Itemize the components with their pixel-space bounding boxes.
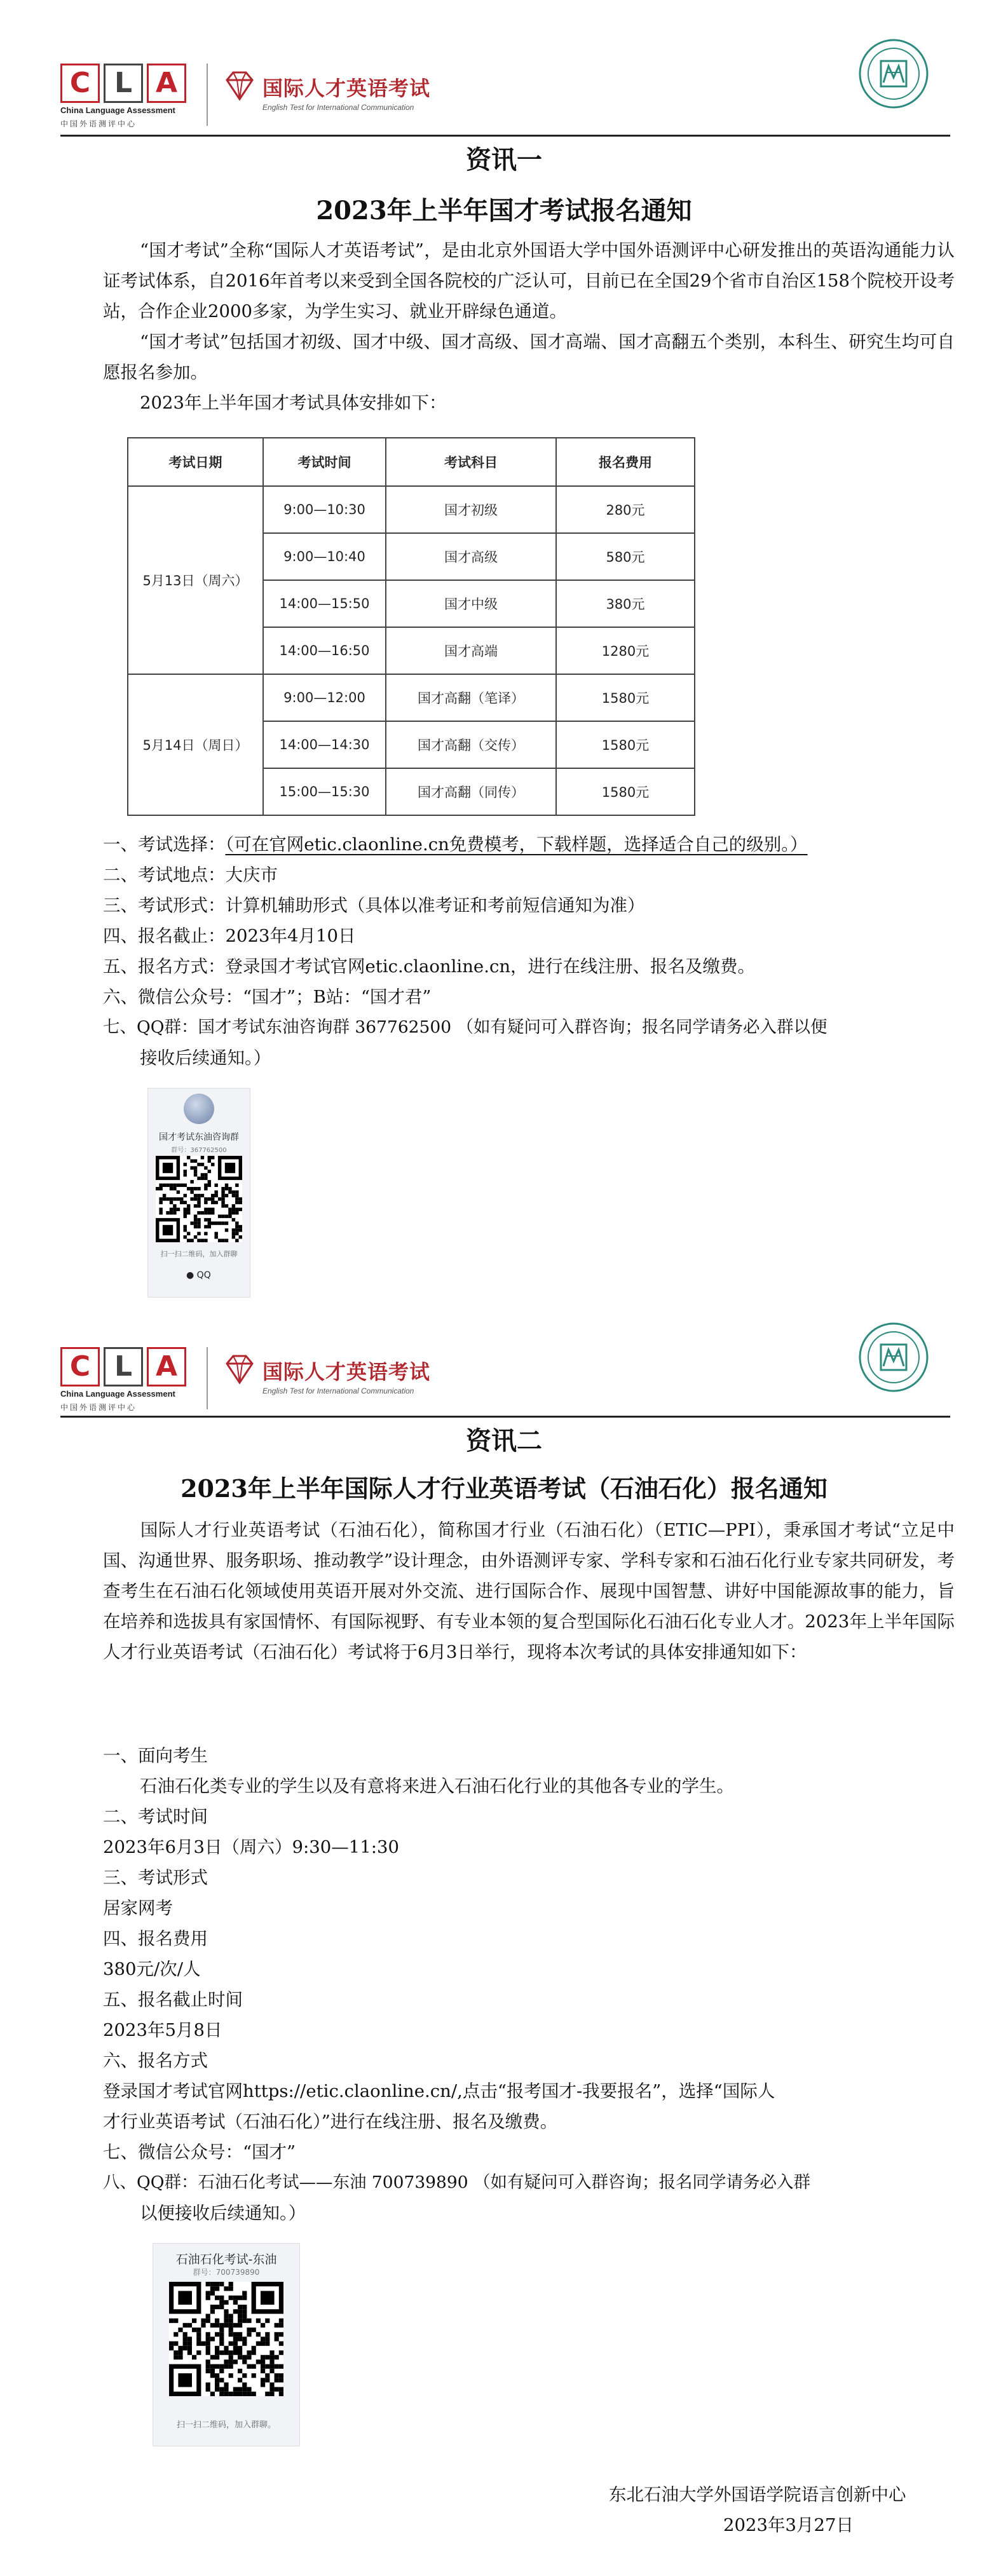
signature-org: 东北石油大学外国语学院语言创新中心: [609, 2484, 906, 2505]
section-heading: 四、报名费用: [103, 1929, 208, 1949]
header-bar: [60, 1347, 950, 1417]
subject-cell: 国才中级: [386, 580, 556, 627]
fee-cell: 280元: [556, 486, 695, 533]
cla-letter: C: [60, 64, 100, 103]
cla-letter: L: [104, 1347, 143, 1386]
time-cell: 9:00—10:30: [263, 486, 386, 533]
section-text: 居家网考: [103, 1898, 173, 1918]
info-item-wechat: 六、微信公众号：“国才”；B站：“国才君”: [103, 987, 432, 1007]
cla-letter: A: [147, 64, 186, 103]
cla-english: China Language Assessment: [60, 1389, 175, 1399]
time-cell: 14:00—16:50: [263, 627, 386, 674]
selection-note: （可在官网etic.claonline.cn免费模考，下载样题，选择适合自己的级别。）: [225, 834, 808, 855]
subject-cell: 国才高翻（交传）: [386, 721, 556, 768]
info-item-selection: 一、考试选择：（可在官网etic.claonline.cn免费模考，下载样题，选择适合自己的级别。）: [103, 834, 808, 855]
fee-cell: 580元: [556, 533, 695, 580]
cla-logo: [60, 64, 186, 103]
brand-subtitle: English Test for International Communication: [262, 1386, 414, 1395]
section-heading: 二、考试时间: [103, 1807, 208, 1827]
schedule-table: [127, 437, 695, 816]
subject-cell: 国才高翻（同传）: [386, 768, 556, 815]
info-item-registration: 五、报名方式：登录国才考试官网etic.claonline.cn，进行在线注册、报名及缴费。: [103, 956, 756, 977]
section-heading: 三、考试形式: [103, 1868, 208, 1888]
diamond-icon: [223, 71, 256, 102]
avatar: [184, 1094, 214, 1124]
section-heading: 五、报名截止时间: [103, 1990, 243, 2010]
brand-title: 国际人才英语考试: [262, 1360, 431, 1384]
cla-letter: C: [60, 1347, 100, 1386]
brand-title: 国际人才英语考试: [262, 76, 431, 100]
notice-section-2: [0, 1347, 1008, 2576]
info-item-deadline: 四、报名截止：2023年4月10日: [103, 926, 356, 946]
info-item-qq-cont: 接收后续通知。）: [140, 1048, 271, 1068]
diamond-icon: [223, 1355, 256, 1385]
university-seal-icon: [858, 1322, 929, 1393]
table-row: [128, 486, 695, 533]
notice-title: 2023年上半年国际人才行业英语考试（石油石化）报名通知: [180, 1474, 828, 1503]
cla-logo: [60, 1347, 186, 1386]
qq-logo: ● QQ: [186, 1270, 211, 1280]
info-item-qq: 七、QQ群：国才考试东油咨询群 367762500 （如有疑问可入群咨询；报名同学请务必入群以便: [103, 1017, 828, 1037]
cla-letter: L: [104, 64, 143, 103]
fee-cell: 1580元: [556, 721, 695, 768]
notice-title: 2023年上半年国才考试报名通知: [316, 196, 692, 226]
university-seal-icon: [858, 38, 929, 109]
subject-cell: 国才高端: [386, 627, 556, 674]
scan-hint: 扫一扫二维码，加入群聊。: [176, 2420, 276, 2430]
group-name: 石油石化考试-东油: [175, 2253, 277, 2267]
qq-group-card: [147, 1088, 250, 1298]
signature-date: 2023年3月27日: [723, 2515, 854, 2535]
table-header-row: [128, 438, 695, 486]
group-name: 国才考试东油咨询群: [159, 1132, 239, 1142]
column-header: 考试科目: [386, 438, 556, 486]
fee-cell: 1280元: [556, 627, 695, 674]
time-cell: 14:00—14:30: [263, 721, 386, 768]
group-number: 群号：367762500: [171, 1147, 227, 1154]
qq-penguin-icon: ●: [186, 1270, 194, 1280]
intro-paragraph: 国际人才行业英语考试（石油石化），简称国才行业（石油石化）（ETIC—PPI），秉承国才考试“立足中国、沟通世界、服务职场、推动教学”设计理念，由外语测评专家、学科专家和石油石化行业专家共同研发，考查考生在石油石化领域使用英语开展对外交流、进行国际合作、展现中国智慧、讲好中国能源故事的能力，旨在培养和选拔具有家国情怀、有国际视野、有专业本领的复合型国际化石油石化专业人才。2023年上半年国际人才行业英语考试（石油石化）考试将于6月3日举行，现将本次考试的具体安排通知如下：: [103, 1520, 955, 1662]
intro-paragraph: 2023年上半年国才考试具体安排如下：: [140, 393, 447, 413]
qr-code-icon[interactable]: [169, 2282, 283, 2396]
section-heading: 六、报名方式: [103, 2051, 208, 2071]
section-text: 380元/次/人: [103, 1959, 201, 1979]
section-text: 以便接收后续通知。）: [140, 2203, 306, 2223]
fee-cell: 1580元: [556, 768, 695, 815]
group-number: 群号：700739890: [193, 2268, 260, 2277]
qq-group-card: [153, 2243, 300, 2446]
brand-subtitle: English Test for International Communication: [262, 103, 414, 112]
section-label: 资讯二: [466, 1426, 542, 1456]
cla-letter: A: [147, 1347, 186, 1386]
section-text: 才行业英语考试（石油石化）”进行在线注册、报名及缴费。: [103, 2112, 558, 2132]
column-header: 考试时间: [263, 438, 386, 486]
column-header: 考试日期: [128, 438, 263, 486]
exam-date-cell: 5月13日（周六）: [128, 486, 263, 674]
section-text: 2023年6月3日（周六）9:30—11:30: [103, 1837, 399, 1857]
cla-chinese: 中国外语测评中心: [60, 1403, 137, 1412]
time-cell: 9:00—10:40: [263, 533, 386, 580]
subject-cell: 国才初级: [386, 486, 556, 533]
divider: [207, 1347, 208, 1409]
header-bar: [60, 64, 950, 133]
time-cell: 9:00—12:00: [263, 674, 386, 721]
subject-cell: 国才高翻（笔译）: [386, 674, 556, 721]
fee-cell: 380元: [556, 580, 695, 627]
time-cell: 15:00—15:30: [263, 768, 386, 815]
qr-code-icon[interactable]: [156, 1156, 242, 1242]
intro-paragraph: “国才考试”包括国才初级、国才中级、国才高级、国才高端、国才高翻五个类别，本科生、研究生均可自愿报名参加。: [103, 332, 955, 383]
column-header: 报名费用: [556, 438, 695, 486]
section-heading: 八、QQ群：石油石化考试——东油 700739890 （如有疑问可入群咨询；报名同学请务必入群: [103, 2173, 811, 2192]
time-cell: 14:00—15:50: [263, 580, 386, 627]
header-rule: [60, 1416, 950, 1418]
section-heading: 七、微信公众号：“国才”: [103, 2142, 296, 2162]
section-heading: 一、面向考生: [103, 1746, 208, 1766]
scan-hint: 扫一扫二维码，加入群聊: [160, 1250, 238, 1258]
section-text: 石油石化类专业的学生以及有意将来进入石油石化行业的其他各专业的学生。: [140, 1776, 734, 1796]
fee-cell: 1580元: [556, 674, 695, 721]
cla-english: China Language Assessment: [60, 105, 175, 115]
section-label: 资讯一: [466, 145, 542, 175]
exam-date-cell: 5月14日（周日）: [128, 674, 263, 815]
info-item-format: 三、考试形式：计算机辅助形式（具体以准考证和考前短信通知为准）: [103, 895, 645, 916]
cla-chinese: 中国外语测评中心: [60, 119, 137, 128]
table-row: [128, 674, 695, 721]
header-rule: [60, 135, 950, 137]
section-text: 2023年5月8日: [103, 2020, 222, 2040]
divider: [207, 64, 208, 126]
section-text: 登录国才考试官网https://etic.claonline.cn/,点击“报考国才-我要报名”，选择“国际人: [103, 2081, 775, 2101]
intro-paragraph: “国才考试”全称“国际人才英语考试”，是由北京外国语大学中国外语测评中心研发推出的英语沟通能力认证考试体系，自2016年首考以来受到全国各院校的广泛认可，目前已在全国29个省市自治区158个院校开设考站，合作企业2000多家，为学生实习、就业开辟绿色通道。: [103, 240, 955, 322]
subject-cell: 国才高级: [386, 533, 556, 580]
info-item-location: 二、考试地点：大庆市: [103, 865, 278, 885]
